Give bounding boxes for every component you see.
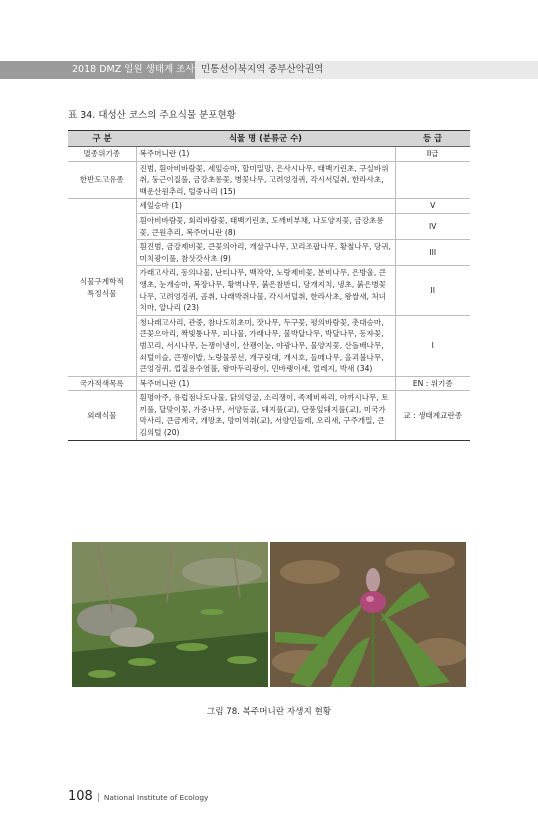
header-category: 구 분 <box>68 131 136 147</box>
grade-cell: III <box>395 240 470 266</box>
plant-names-cell: 흰진범, 금강제비꽃, 큰꽃의아리, 개살구나무, 꼬리조팝나무, 황철나무, 당귀, 미치광이풀, 참삿갓사초 (9) <box>136 240 395 266</box>
header-region-title: 민통선이북지역 중부산악권역 <box>195 61 538 79</box>
table-row <box>68 147 470 162</box>
figure-caption: 그림 78. 복주머니란 자생지 현황 <box>206 707 332 717</box>
running-header <box>0 61 538 79</box>
category-cell: 식물구계학적 특정식물 <box>68 199 136 376</box>
grade-cell: I <box>395 315 470 376</box>
table-row <box>68 376 470 391</box>
table-header-row <box>68 131 470 147</box>
grade-cell: 교 : 생태계교란종 <box>395 391 470 440</box>
category-cell: 멸종위기종 <box>68 147 136 162</box>
page-footer <box>68 785 208 804</box>
table-row <box>68 161 470 199</box>
plant-names-cell: 가래고사리, 동의나물, 난티나무, 백작약, 노랑제비꽃, 분비나무, 은방울, 큰앵초, 눈개승마, 복장나무, 황벽나무, 붉은참반디, 당개지치, 냉초, 붉은병꽃나무, 고려엉겅퀴, 곰취, 나래박쥐나물, 각시서덜취, 한라사초, 왕쌀새, 처녀치마, 알나리 (23) <box>136 266 395 315</box>
page-number: 108 <box>68 789 93 804</box>
plant-names-cell: 세잎승마 (1) <box>136 199 395 214</box>
grade-cell: II급 <box>395 147 470 162</box>
table-row <box>68 391 470 440</box>
category-cell: 외래식물 <box>68 391 136 440</box>
header-grade: 등 급 <box>395 131 470 147</box>
footer-organization: National Institute of Ecology <box>103 793 209 802</box>
plant-names-cell: 청나래고사리, 관중, 참나도히초미, 잣나무, 두구꽃, 평의바람꽃, 촛대승마, 큰꽃으아리, 짝빛퉁나무, 피나물, 가래나무, 물박달나무, 박달나무, 동자꽃, 범꼬리, 서시나무, 는쟁이냉이, 산괭이눈, 야광나무, 물양지꽃, 산돌배나무, 쇠털이슬, 큰쟁이밥, 노랑물봉선, 개구릿대, 개시호, 들메나무, 을괴불나무, 큰엉겅퀴, 껍질용수염풀, 왕마두리광이, 민바랭이새, 얼레지, 박새 (34) <box>136 315 395 376</box>
grade-cell: V <box>395 199 470 214</box>
table-title: 표 34. 대성산 코스의 주요식물 분포현황 <box>68 110 236 121</box>
grade-cell: IV <box>395 213 470 239</box>
header-survey-title: 2018 DMZ 일원 생태계 조사 <box>0 61 195 79</box>
category-cell: 국가적색목록 <box>68 376 136 391</box>
plant-names-cell: 복주머니란 (1) <box>136 147 395 162</box>
category-cell: 한반도고유종 <box>68 161 136 199</box>
plant-names-cell: 복주머니란 (1) <box>136 376 395 391</box>
plant-names-cell: 흰명아주, 유럽점나도나물, 닭의덩굴, 소리쟁이, 족제비싸리, 아까시나무, 토끼풀, 달맞이꽃, 가중나무, 서양등골, 돼지풀(교), 단풍잎돼지풀(교), 미국가막사리, 큰금계국, 개망초, 망미역취(교), 서양민들레, 오리새, 구주개밀, 큰김의털 (20) <box>136 391 395 440</box>
plant-names-cell: 진범, 흰아비바람꽃, 세잎승마, 할미밀망, 은사시나무, 태백기린초, 구실바위취, 둥근이질풀, 금강초롱꽃, 병꽃나무, 고려엉겅퀴, 각시서덜취, 한라사초, 백운산원추리, 털중나리 (15) <box>136 161 395 199</box>
grade-cell: II <box>395 266 470 315</box>
forest-slope-photo <box>72 542 268 687</box>
plant-distribution-table <box>68 130 470 441</box>
grade-cell: EN : 위기종 <box>395 376 470 391</box>
plant-names-cell: 흰아비바람꽃, 회리바람꽃, 태백기린초, 도깨비부채, 나도양지꽃, 금강초롱꽃, 큰원추리, 복주머니란 (8) <box>136 213 395 239</box>
lady-slipper-orchid-photo <box>270 542 466 687</box>
footer-separator: | <box>96 793 100 803</box>
table-row <box>68 199 470 214</box>
header-plant-names: 식물 명 (분류군 수) <box>136 131 395 147</box>
grade-cell <box>395 161 470 199</box>
